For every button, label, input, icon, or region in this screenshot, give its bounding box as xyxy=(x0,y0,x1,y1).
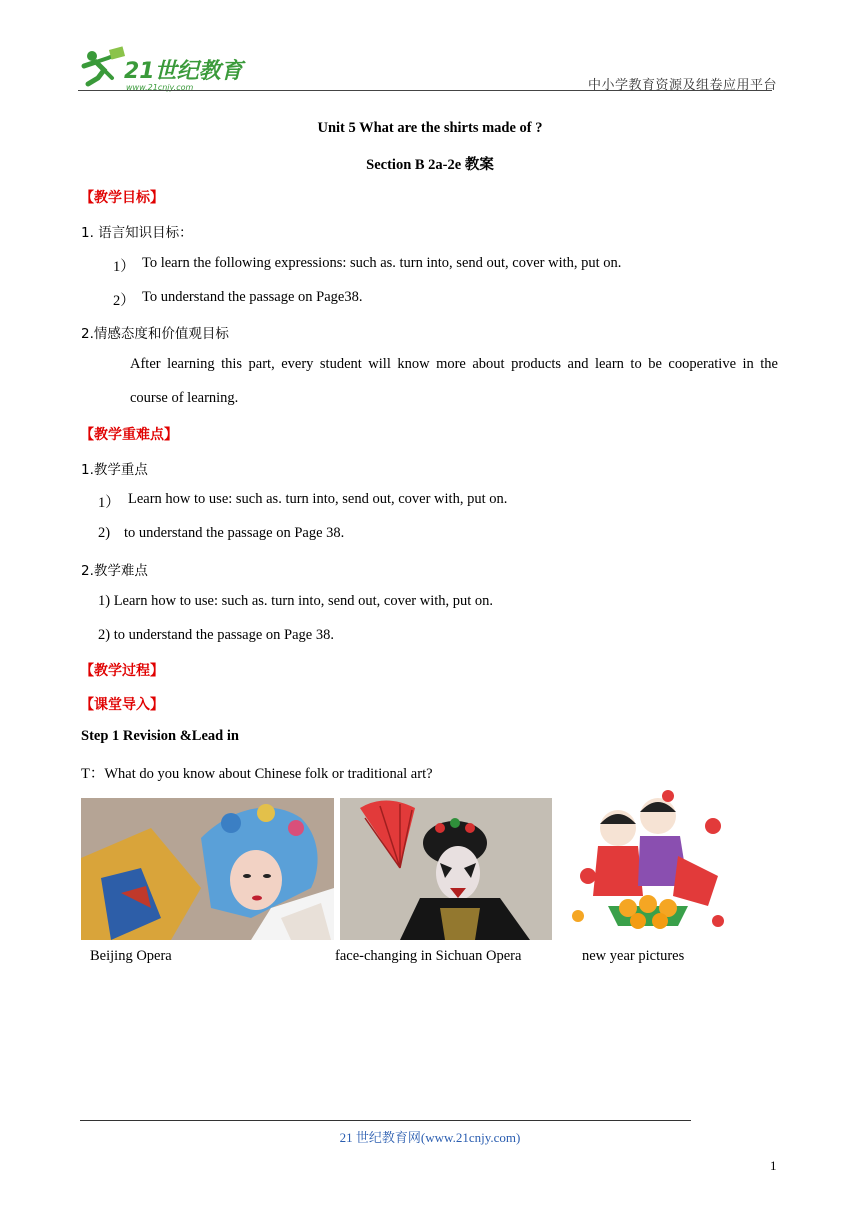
step-1-heading: Step 1 Revision &Lead in xyxy=(81,728,239,744)
beijing-opera-icon xyxy=(81,798,334,940)
caption-new-year-pictures: new year pictures xyxy=(582,948,685,964)
new-year-picture-icon xyxy=(568,786,728,942)
objective-2-text-line-2: course of learning. xyxy=(130,390,239,406)
beijing-opera-photo xyxy=(81,798,334,940)
objective-1-item-2: To understand the passage on Page38. xyxy=(142,289,363,305)
sichuan-opera-icon xyxy=(340,798,552,940)
key-point-1-num: 1） xyxy=(98,495,120,511)
platform-label: 中小学教育资源及组卷应用平台 xyxy=(588,78,778,93)
process-heading: 【教学过程】 xyxy=(80,663,164,679)
objective-2-text-line-1: After learning this part, every student will know more about products and learn to be cooperative in the xyxy=(130,356,778,372)
key-point-2-num: 2) xyxy=(98,525,111,541)
caption-sichuan-opera: face-changing in Sichuan Opera xyxy=(335,948,522,964)
caption-beijing-opera: Beijing Opera xyxy=(90,948,172,964)
sichuan-opera-photo xyxy=(340,798,552,940)
runner-logo-icon xyxy=(78,44,248,94)
page-title: Unit 5 What are the shirts made of ? xyxy=(317,120,543,136)
difficult-point-2: 2) to understand the passage on Page 38. xyxy=(98,627,334,643)
page-subtitle: Section B 2a-2e 教案 xyxy=(366,157,494,173)
objective-1-item-1: To learn the following expressions: such as. turn into, send out, cover with, put on. xyxy=(142,255,622,271)
key-point-2: to understand the passage on Page 38. xyxy=(124,525,345,541)
objective-1-label: 1. 语言知识目标： xyxy=(81,225,193,241)
key-points-heading: 【教学重难点】 xyxy=(80,427,178,443)
intro-heading: 【课堂导入】 xyxy=(80,697,164,713)
objective-2-label: 2.情感态度和价值观目标 xyxy=(81,326,229,342)
svg-text:www.21cnjy.com: www.21cnjy.com xyxy=(126,83,194,92)
page-number: 1 xyxy=(770,1158,777,1173)
footer-divider xyxy=(80,1120,691,1121)
site-logo xyxy=(78,44,248,94)
key-points-label: 1.教学重点 xyxy=(81,462,148,478)
objective-1-item-2-num: 2） xyxy=(113,293,135,309)
difficult-points-label: 2.教学难点 xyxy=(81,563,148,579)
teacher-question: T：What do you know about Chinese folk or traditional art? xyxy=(81,766,433,782)
new-year-picture xyxy=(568,786,728,942)
svg-text:21世纪教育: 21世纪教育 xyxy=(124,59,243,84)
key-point-1: Learn how to use: such as. turn into, send out, cover with, put on. xyxy=(128,491,508,507)
footer-site-link[interactable]: 21 世纪教育网(www.21cnjy.com) xyxy=(339,1130,521,1145)
header-divider xyxy=(78,90,772,91)
difficult-point-1: 1) Learn how to use: such as. turn into, send out, cover with, put on. xyxy=(98,593,494,609)
objectives-heading: 【教学目标】 xyxy=(80,190,164,206)
objective-1-item-1-num: 1） xyxy=(113,259,135,275)
